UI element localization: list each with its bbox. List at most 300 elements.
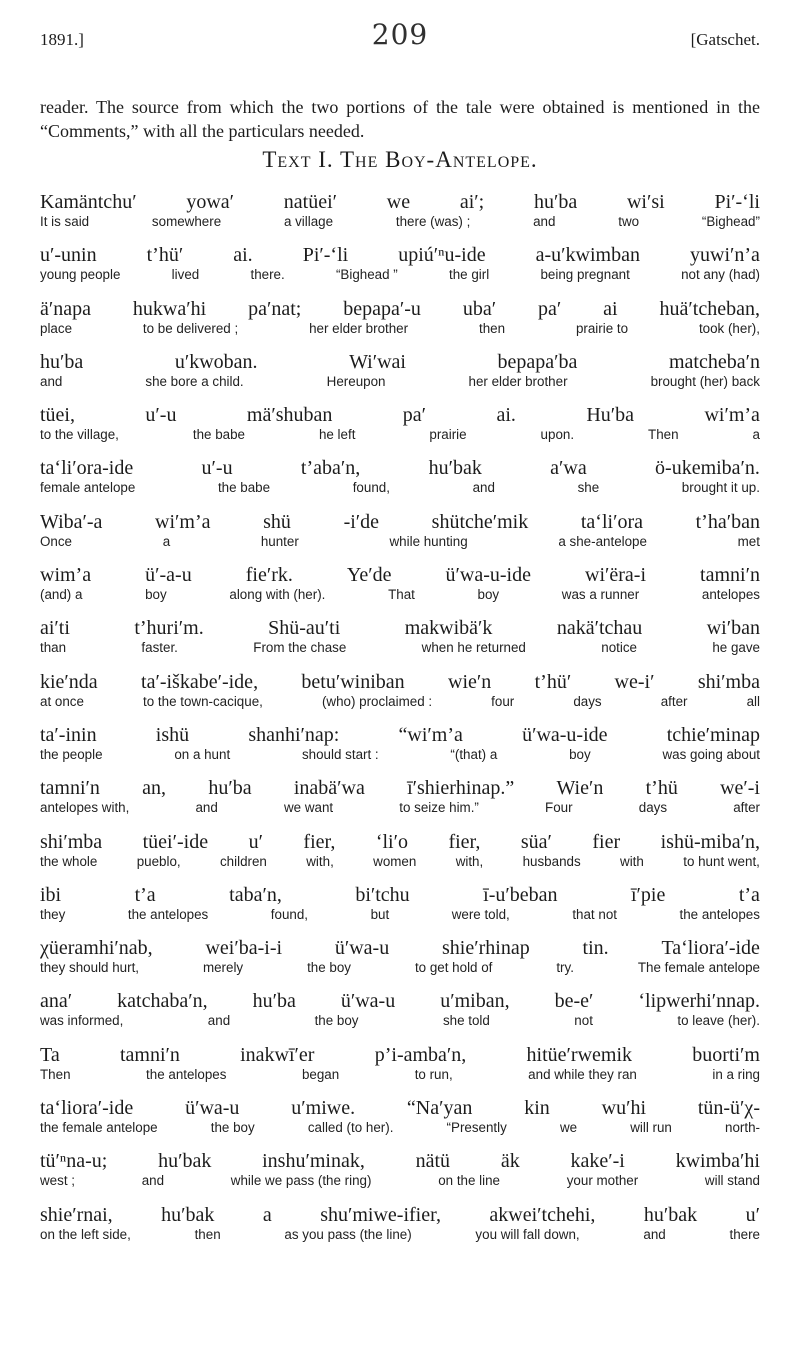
native-word: tchie′minap [666,723,760,746]
gloss-word: Then [40,1066,71,1082]
native-text-line [40,936,760,960]
native-word: Ta [40,1043,60,1066]
native-word: “Na′yan [406,1097,473,1120]
native-word: kie′nda [40,670,98,693]
gloss-word: a village [283,214,334,229]
gloss-word: found, [270,906,309,922]
gloss-word: the antelopes [679,906,760,922]
gloss-word: with [620,853,644,869]
gloss-word: notice [601,640,637,656]
native-word: pa′ [538,297,562,320]
gloss-word: prairie to [575,320,629,336]
interlinear-line-pair [40,243,760,296]
native-word: yuwi′n’a [690,244,760,267]
gloss-word: your mother [566,1173,639,1189]
gloss-word: and [533,214,556,229]
native-text-line [40,243,760,267]
gloss-word: and [141,1173,165,1189]
gloss-word: there. [250,267,285,283]
gloss-word: there [729,1226,760,1242]
interlinear-line-pair [40,776,760,829]
gloss-word: north- [725,1120,760,1136]
native-word: Kamäntchu′ [40,191,137,213]
gloss-word: took (her), [698,320,760,336]
gloss-word: began [301,1066,340,1082]
gloss-word: she told [442,1013,490,1029]
native-text-line [40,297,760,321]
native-word: fier [592,830,621,853]
gloss-word: (who) proclaimed : [321,693,433,709]
native-text-line [40,1043,760,1067]
native-text-line [40,1096,760,1120]
interlinear-line-pair [40,883,760,936]
gloss-word: we want [283,800,334,816]
native-word: süa′ [520,830,552,853]
interlinear-line-pair [40,616,760,669]
native-word: Wi′wai [349,350,406,373]
gloss-word: and [643,1226,666,1242]
native-word: nakä′tchau [556,617,643,640]
gloss-word: the antelopes [127,906,209,922]
gloss-word: hunter [260,533,299,549]
native-word: we′-i [720,777,760,800]
native-word: we-i′ [614,670,655,693]
native-word: buorti′m [692,1043,760,1066]
native-word: nätü [415,1150,451,1173]
gloss-word: found, [352,480,390,496]
native-word: p’i-amba′n, [374,1043,467,1066]
gloss-word: to the town-cacique, [143,693,263,709]
native-word: tüei, [40,404,75,427]
native-word: inshu′minak, [262,1150,365,1173]
native-word: shu′miwe-ifier, [320,1203,441,1226]
native-text-line [40,776,760,800]
native-word: shanhi′nap: [248,723,340,746]
gloss-word: they should hurt, [40,960,140,976]
native-word: wi′m’a [155,510,211,533]
native-word: wi′ëra-i [585,564,647,587]
native-word: t’hü′ [534,670,572,693]
native-word: ai [603,297,618,320]
native-word: wu′hi [601,1097,646,1120]
interlinear-line-pair [40,936,760,989]
gloss-word: pueblo, [136,853,181,869]
interlinear-line-pair [40,456,760,509]
gloss-word: husbands [522,853,581,869]
gloss-word: lived [171,267,200,283]
gloss-word: to hunt went, [683,853,760,869]
gloss-word: with, [306,853,334,869]
native-word: inabä′wa [293,777,365,800]
interlinear-line-pair [40,1203,760,1256]
native-word: tamni′n [119,1043,180,1066]
gloss-line [40,214,760,229]
gloss-word: and [195,800,218,816]
native-word: akwei′tchehi, [489,1203,596,1226]
native-word: -i′de [343,510,380,533]
gloss-word: not any (had) [681,267,760,283]
native-word: u′ [248,830,263,853]
gloss-word: she [577,480,600,496]
gloss-word: as you pass (the line) [284,1226,412,1242]
gloss-word: a [752,427,760,443]
gloss-word: somewhere [151,214,222,229]
gloss-line [40,1067,760,1082]
gloss-word: her elder brother [309,320,409,336]
gloss-word: you will fall down, [475,1226,580,1242]
native-word: ʻli′o [375,830,408,853]
gloss-line [40,321,760,336]
gloss-line [40,1013,760,1028]
native-text-line [40,883,760,907]
native-word: we [386,191,411,213]
gloss-word: the babe [217,480,271,496]
native-word: ai. [496,404,516,427]
gloss-line [40,960,760,975]
gloss-word: two [618,214,640,229]
native-word: hukwa′hi [132,297,207,320]
gloss-word: four [491,693,515,709]
gloss-word: her elder brother [468,373,568,389]
gloss-word: while we pass (the ring) [230,1173,372,1189]
native-word: Ye′de [346,564,392,587]
gloss-word: boy [477,587,500,603]
gloss-line [40,747,760,762]
native-word: shi′mba [40,830,103,853]
gloss-word: prairie [429,427,467,443]
native-word: ī-u′beban [483,883,558,906]
native-word: fier, [303,830,336,853]
interlinear-line-pair [40,830,760,883]
gloss-word: and [40,373,63,389]
native-word: makwibä′k [404,617,493,640]
native-word: Wie′n [556,777,604,800]
gloss-word: to leave (her). [677,1013,760,1029]
gloss-word: to the village, [40,427,119,443]
native-word: ishü [155,723,190,746]
gloss-word: after [733,800,760,816]
native-word: yowa′ [186,191,235,213]
gloss-line [40,640,760,655]
gloss-word: upon. [540,427,575,443]
native-word: a-u′kwimban [535,244,640,267]
gloss-line [40,1173,760,1188]
gloss-word: women [373,853,417,869]
native-text-line [40,190,760,214]
gloss-word: that not [572,906,617,922]
gloss-word: they [40,906,66,922]
gloss-word: on a hunt [174,746,231,762]
native-word: kin [524,1097,550,1120]
native-word: Wiba′-a [40,510,103,533]
gloss-word: on the left side, [40,1226,131,1242]
gloss-word: “Bighead ” [335,267,398,283]
gloss-line [40,587,760,602]
gloss-word: “Presently [446,1120,507,1136]
gloss-word: she bore a child. [145,373,244,389]
native-word: katchaba′n, [117,990,208,1013]
native-word: fie′rk. [245,564,293,587]
gloss-line [40,907,760,922]
native-word: taba′n, [229,883,282,906]
native-text-line [40,510,760,534]
native-text-line [40,989,760,1013]
gloss-word: the female antelope [40,1120,158,1136]
gloss-word: That [388,587,415,603]
native-word: hu′bak [428,457,482,480]
native-text-line [40,1203,760,1227]
native-word: Shü-au′ti [268,617,341,640]
gloss-word: the antelopes [146,1066,227,1082]
native-word: Pi′-ʻli [302,244,349,267]
native-word: shü [263,510,291,533]
running-head-author: [Gatschet. [690,30,760,49]
gloss-word: after [660,693,688,709]
gloss-word: the boy [210,1120,255,1136]
native-word: Taʻliora′-ide [661,937,760,960]
gloss-word: “(that) a [450,746,498,762]
native-word: an, [142,777,167,800]
native-word: ü′wa-u [185,1097,240,1120]
gloss-word: It is said [40,214,90,229]
gloss-word: antelopes with, [40,800,130,816]
gloss-word: then [194,1226,221,1242]
gloss-word: to be delivered ; [142,320,239,336]
native-word: pa′ [402,404,427,427]
gloss-word: but [370,906,390,922]
native-word: be-e′ [554,990,594,1013]
native-word: t’ha′ban [695,510,760,533]
gloss-word: was informed, [40,1013,124,1029]
gloss-line [40,427,760,442]
interlinear-line-pair [40,297,760,350]
native-word: shie′rhinap [442,937,530,960]
native-word: tü′ⁿna-u; [40,1150,108,1173]
native-word: ai′ti [40,617,70,640]
native-word: wim’a [40,564,92,587]
gloss-word: west ; [40,1173,75,1189]
native-word: hu′ba [252,990,296,1013]
native-word: u′kwoban. [174,350,258,373]
native-word: pa′nat; [248,297,302,320]
gloss-word: he gave [712,640,760,656]
native-word: u′ [745,1203,760,1226]
gloss-word: should start : [301,746,379,762]
gloss-word: the people [40,746,103,762]
native-word: fier, [448,830,481,853]
native-word: hitüe′rwemik [526,1043,633,1066]
native-word: bi′tchu [355,883,410,906]
interlinear-line-pair [40,403,760,456]
page-number: 209 [371,18,429,51]
interlinear-text [40,190,760,1256]
native-text-line [40,616,760,640]
interlinear-line-pair [40,989,760,1042]
gloss-word: met [737,533,760,549]
gloss-word: the babe [192,427,245,443]
native-word: t’huri′m. [134,617,204,640]
gloss-word: From the chase [253,640,347,656]
gloss-word: merely [202,960,244,976]
native-word: u′-unin [40,244,97,267]
gloss-line [40,854,760,869]
gloss-line [40,694,760,709]
native-word: hu′ba [208,777,252,800]
native-word: tamni′n [40,777,100,800]
native-word: ī′pie [630,883,666,906]
gloss-word: boy [569,746,591,762]
native-word: a [262,1203,272,1226]
native-word: bepapa′ba [497,350,578,373]
gloss-word: in a ring [712,1066,760,1082]
gloss-word: he left [318,427,356,443]
native-word: tin. [582,937,609,960]
native-word: tün-ü′χ- [697,1097,760,1120]
native-word: tamni′n [700,564,760,587]
native-word: inakwī′er [240,1043,315,1066]
native-word: wi′si [626,191,665,213]
gloss-word: brought (her) back [650,373,760,389]
gloss-word: being pregnant [540,267,630,283]
gloss-word: to run, [414,1066,453,1082]
native-word: u′miwe. [291,1097,356,1120]
gloss-word: will stand [704,1173,760,1189]
native-word: wei′ba-i-i [205,937,283,960]
gloss-word: try. [556,960,574,976]
gloss-word: while hunting [389,533,468,549]
native-word: t’hü′ [146,244,184,267]
gloss-word: when he returned [421,640,526,656]
native-word: ü′-a-u [145,564,192,587]
gloss-word: Once [40,533,73,549]
gloss-word: young people [40,267,121,283]
native-word: mä′shuban [246,404,333,427]
gloss-word: Four [545,800,573,816]
native-word: ü′wa-u-ide [522,723,608,746]
gloss-word: The female antelope [637,960,760,976]
gloss-word: the boy [314,1013,359,1029]
gloss-word: and [207,1013,231,1029]
gloss-word: days [638,800,668,816]
interlinear-line-pair [40,190,760,243]
native-word: u′miban, [440,990,510,1013]
gloss-word: to get hold of [414,960,493,976]
interlinear-line-pair [40,1149,760,1202]
native-word: upiú′ⁿu-ide [398,244,486,267]
gloss-word: the boy [307,960,352,976]
gloss-word: Hereupon [326,373,386,389]
native-word: wie′n [448,670,492,693]
native-word: Hu′ba [586,404,635,427]
native-text-line [40,456,760,480]
native-word: ʻlipwerhi′nnap. [638,990,760,1013]
native-word: shütche′mik [431,510,529,533]
interlinear-line-pair [40,563,760,616]
native-word: Pi′-ʻli [714,191,760,213]
gloss-word: called (to her). [307,1120,394,1136]
native-text-line [40,830,760,854]
gloss-word: brought it up. [681,480,760,496]
gloss-word: antelopes [701,587,760,603]
gloss-word: on the line [438,1173,500,1189]
native-word: hu′bak [158,1150,212,1173]
gloss-word: all [746,693,760,709]
gloss-word: will run [630,1120,672,1136]
native-word: u′-u [201,457,233,480]
gloss-line [40,534,760,549]
native-word: ä′napa [40,297,92,320]
native-word: wi′m’a [704,404,760,427]
native-word: shie′rnai, [40,1203,113,1226]
native-word: ta′-iškabe′-ide, [141,670,259,693]
gloss-word: the girl [449,267,490,283]
native-word: t’aba′n, [300,457,361,480]
native-word: hu′ba [533,191,578,213]
native-word: betu′winiban [301,670,405,693]
native-word: hu′bak [643,1203,698,1226]
gloss-word: the whole [40,853,98,869]
native-word: ishü-miba′n, [660,830,760,853]
native-word: kwimba′hi [675,1150,760,1173]
native-word: huä′tcheban, [659,297,760,320]
gloss-word: with, [455,853,484,869]
gloss-word: along with (her). [229,587,326,603]
gloss-word: (and) a [40,587,83,603]
interlinear-line-pair [40,670,760,723]
native-word: ana′ [40,990,73,1013]
native-word: t’a [738,883,760,906]
native-word: natüei′ [283,191,338,213]
gloss-word: was a runner [561,587,640,603]
interlinear-line-pair [40,723,760,776]
native-text-line [40,403,760,427]
native-word: “wi′m’a [398,723,463,746]
native-word: taʻli′ora [580,510,643,533]
native-word: kake′-i [570,1150,625,1173]
interlinear-line-pair [40,1096,760,1149]
gloss-word: place [40,320,73,336]
native-word: uba′ [462,297,497,320]
gloss-line [40,480,760,495]
native-word: ü′wa-u [340,990,396,1013]
native-word: ī′shierhinap.” [407,777,515,800]
gloss-word: to seize him.” [399,800,479,816]
running-head [40,18,760,58]
gloss-word: Then [648,427,679,443]
native-word: tüei′-ide [142,830,209,853]
native-word: t’hü [645,777,678,800]
gloss-word: than [40,640,67,656]
gloss-word: we [559,1120,578,1136]
gloss-word: were told, [451,906,510,922]
native-word: matcheba′n [669,350,760,373]
gloss-word: then [478,320,506,336]
gloss-line [40,267,760,282]
running-head-year: 1891.] [40,30,84,49]
gloss-word: was going about [662,746,760,762]
gloss-word: female antelope [40,480,136,496]
native-word: ü′wa-u-ide [445,564,531,587]
interlinear-line-pair [40,350,760,403]
gloss-line [40,1120,760,1135]
native-word: taʻliora′-ide [40,1097,134,1120]
gloss-word: at once [40,693,84,709]
gloss-word: and [472,480,495,496]
gloss-line [40,800,760,815]
interlinear-line-pair [40,1043,760,1096]
gloss-word: a [162,533,171,549]
native-word: wi′ban [706,617,760,640]
